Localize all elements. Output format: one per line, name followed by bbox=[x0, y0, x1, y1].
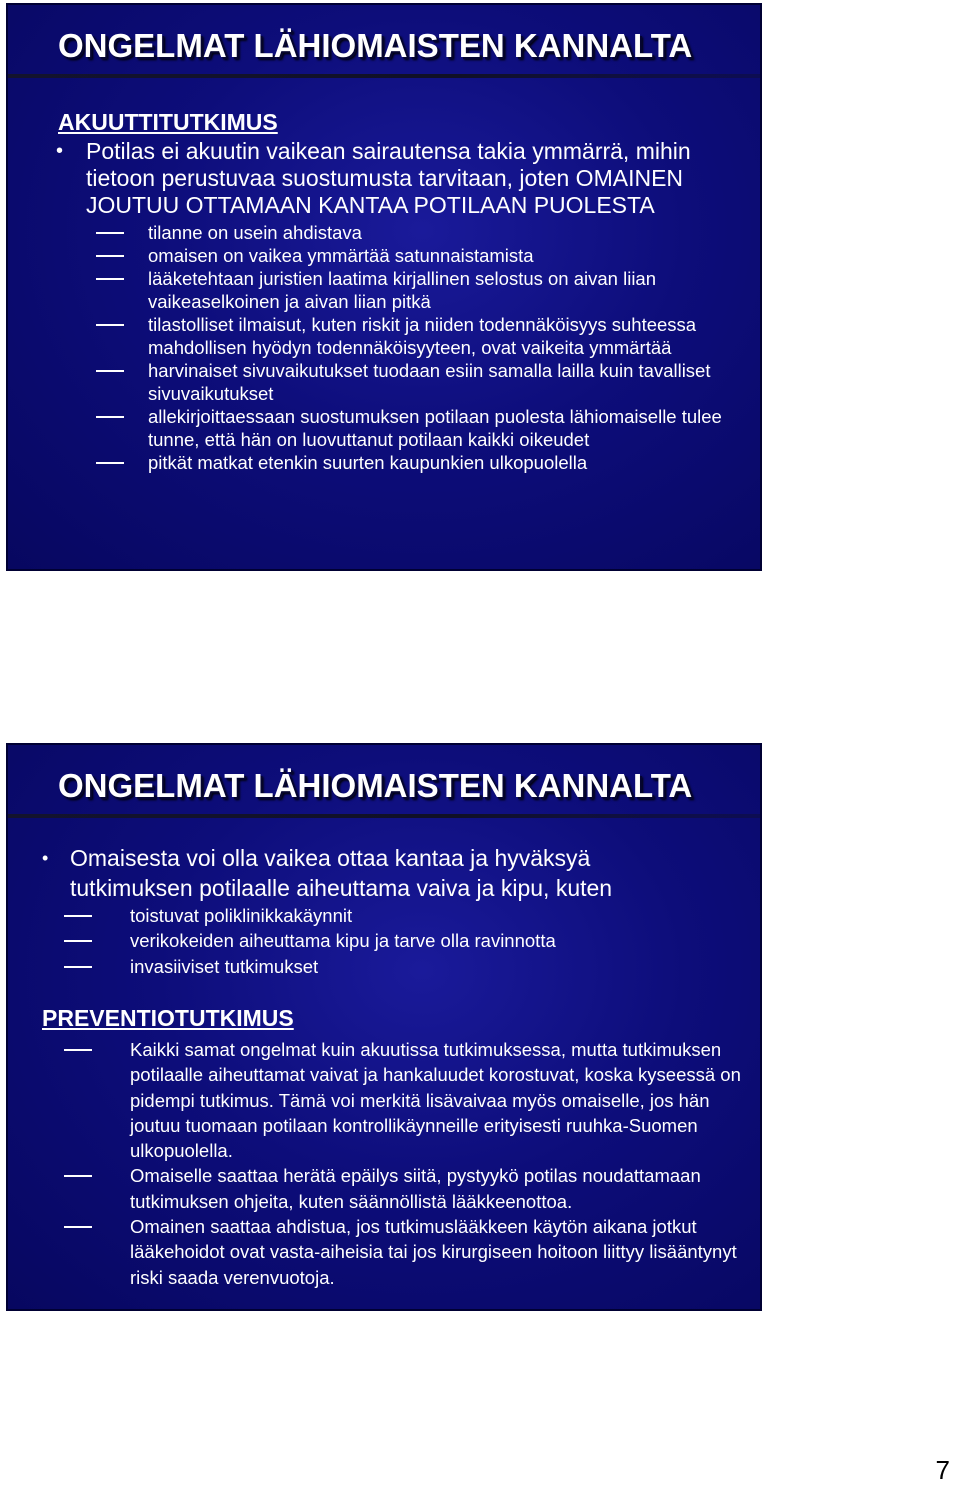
sub-list bbox=[56, 903, 662, 979]
slide-body bbox=[42, 843, 662, 979]
bullet-icon: • bbox=[56, 140, 64, 162]
title-divider bbox=[8, 74, 760, 78]
list-item-text: tilanne on usein ahdistava bbox=[148, 222, 362, 243]
list-item bbox=[86, 359, 726, 405]
list-item bbox=[86, 221, 726, 244]
main-bullet-text: Potilas ei akuutin vaikean sairautensa takia ymmärrä, mihin tietoon perustuvaa suostumusta tarvitaan, joten OMAINEN JOUTUU OTTAMAAN KANTAA POTILAAN PUOLESTA bbox=[86, 138, 691, 218]
list-item-text: pitkät matkat etenkin suurten kaupunkien ulkopuolella bbox=[148, 452, 588, 473]
slide-1 bbox=[6, 3, 762, 571]
title-divider bbox=[8, 814, 760, 818]
list-item bbox=[56, 928, 662, 953]
list-item bbox=[56, 1163, 754, 1214]
list-item bbox=[56, 1037, 754, 1163]
bullet-icon: • bbox=[42, 848, 49, 868]
list-item-text: omaisen on vaikea ymmärtää satunnaistamista bbox=[148, 245, 534, 266]
prevention-list bbox=[56, 1037, 754, 1290]
list-item bbox=[56, 1214, 754, 1290]
list-item bbox=[86, 244, 726, 267]
main-bullet bbox=[42, 843, 662, 903]
section-heading: PREVENTIOTUTKIMUS bbox=[42, 1005, 294, 1031]
list-item bbox=[56, 903, 662, 928]
list-item-text: toistuvat poliklinikkakäynnit bbox=[130, 905, 353, 926]
slide-body bbox=[56, 138, 726, 474]
main-bullet bbox=[56, 138, 726, 219]
section-heading: AKUUTTITUTKIMUS bbox=[58, 109, 278, 135]
main-bullet-text: Omaisesta voi olla vaikea ottaa kantaa ja hyväksyä tutkimuksen potilaalle aiheuttama vaiva ja kipu, kuten bbox=[70, 845, 613, 901]
list-item bbox=[86, 313, 726, 359]
list-item bbox=[86, 451, 726, 474]
list-item-text: lääketehtaan juristien laatima kirjallinen selostus on aivan liian vaikeaselkoinen ja aivan liian pitkä bbox=[148, 268, 657, 312]
slide-2 bbox=[6, 743, 762, 1311]
list-item-text: Omainen saattaa ahdistua, jos tutkimuslääkkeen käytön aikana jotkut lääkehoidot ovat vasta-aiheisia tai jos kirurgiseen hoitoon liittyy lisääntynyt riski saada verenvuotoja. bbox=[130, 1216, 737, 1288]
list-item-text: invasiiviset tutkimukset bbox=[130, 955, 319, 977]
prevention-body bbox=[42, 1037, 754, 1290]
sub-list bbox=[86, 221, 726, 474]
list-item-text: verikokeiden aiheuttama kipu ja tarve olla ravinnotta bbox=[130, 930, 556, 952]
list-item bbox=[86, 267, 726, 313]
list-item-text: Kaikki samat ongelmat kuin akuutissa tutkimuksessa, mutta tutkimuksen potilaalle aiheuttamat vaivat ja hankaluudet korostuvat, koska kyseessä on pidempi tutkimus. Tämä voi merkitä lisävaivaa myös omaiselle, jos hän joutuu tuomaan potilaan kontrollikäynneille erityisesti ruuhka-Suomen ulkopuolella. bbox=[130, 1039, 741, 1162]
list-item-text: harvinaiset sivuvaikutukset tuodaan esiin samalla lailla kuin tavalliset sivuvaikutukset bbox=[148, 360, 711, 404]
list-item bbox=[86, 405, 726, 451]
list-item-text: Omaiselle saattaa herätä epäilys siitä, pystyykö potilas noudattamaan tutkimuksen ohjeita, kuten säännöllistä lääkkeenottoa. bbox=[130, 1165, 701, 1212]
page-number: 7 bbox=[935, 1455, 950, 1485]
list-item bbox=[56, 954, 662, 979]
slide-title: ONGELMAT LÄHIOMAISTEN KANNALTA bbox=[58, 27, 693, 64]
slide-title: ONGELMAT LÄHIOMAISTEN KANNALTA bbox=[58, 767, 693, 804]
list-item-text: allekirjoittaessaan suostumuksen potilaan puolesta lähiomaiselle tulee tunne, että hän on luovuttanut potilaan kaikki oikeudet bbox=[148, 406, 722, 450]
list-item-text: tilastolliset ilmaisut, kuten riskit ja niiden todennäköisyys suhteessa mahdollisen hyödyn todennäköisyyteen, ovat vaikeita ymmärtää bbox=[148, 314, 697, 358]
